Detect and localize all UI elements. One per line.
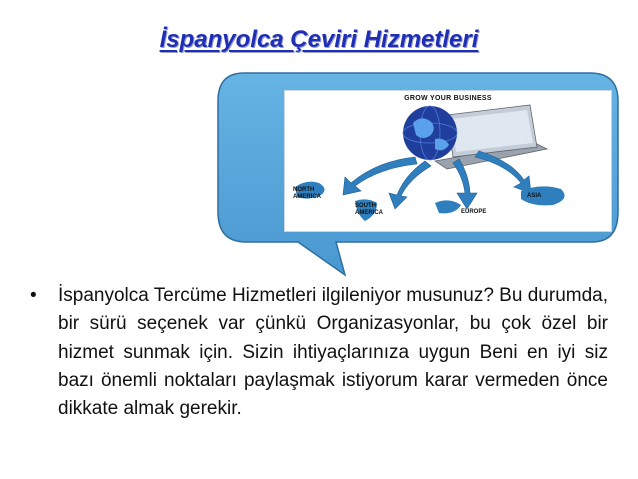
- bullet-list: [30, 282, 608, 479]
- globe-laptop-graphic: [285, 91, 611, 231]
- image-heading: GROW YOUR BUSINESS: [404, 95, 492, 102]
- south-america-line-1: SOUTH: [355, 203, 376, 209]
- label-europe: EUROPE: [461, 209, 487, 215]
- label-north-america: [293, 187, 321, 201]
- bullet-marker: •: [30, 285, 37, 306]
- label-asia: ASIA: [527, 193, 542, 199]
- grow-your-business-image: [284, 90, 612, 232]
- north-america-line-2: AMERICA: [293, 194, 321, 200]
- north-america-line-1: NORTH: [293, 187, 315, 193]
- slide-title: İspanyolca Çeviri Hizmetleri: [159, 26, 479, 53]
- south-america-line-2: AMERICA: [355, 210, 383, 216]
- bullet-text: İspanyolca Tercüme Hizmetleri ilgileniyor musunuz? Bu durumda, bir sürü seçenek var çünkü Organizasyonlar, bu çok özel bir hizmet sunmak için. Sizin ihtiyaçlarınıza uygun Beni en iyi siz bazı önemli noktaları paylaşmak istiyorum karar vermeden önce dikkate almak gerekir.: [58, 285, 608, 420]
- label-south-america: [355, 203, 383, 217]
